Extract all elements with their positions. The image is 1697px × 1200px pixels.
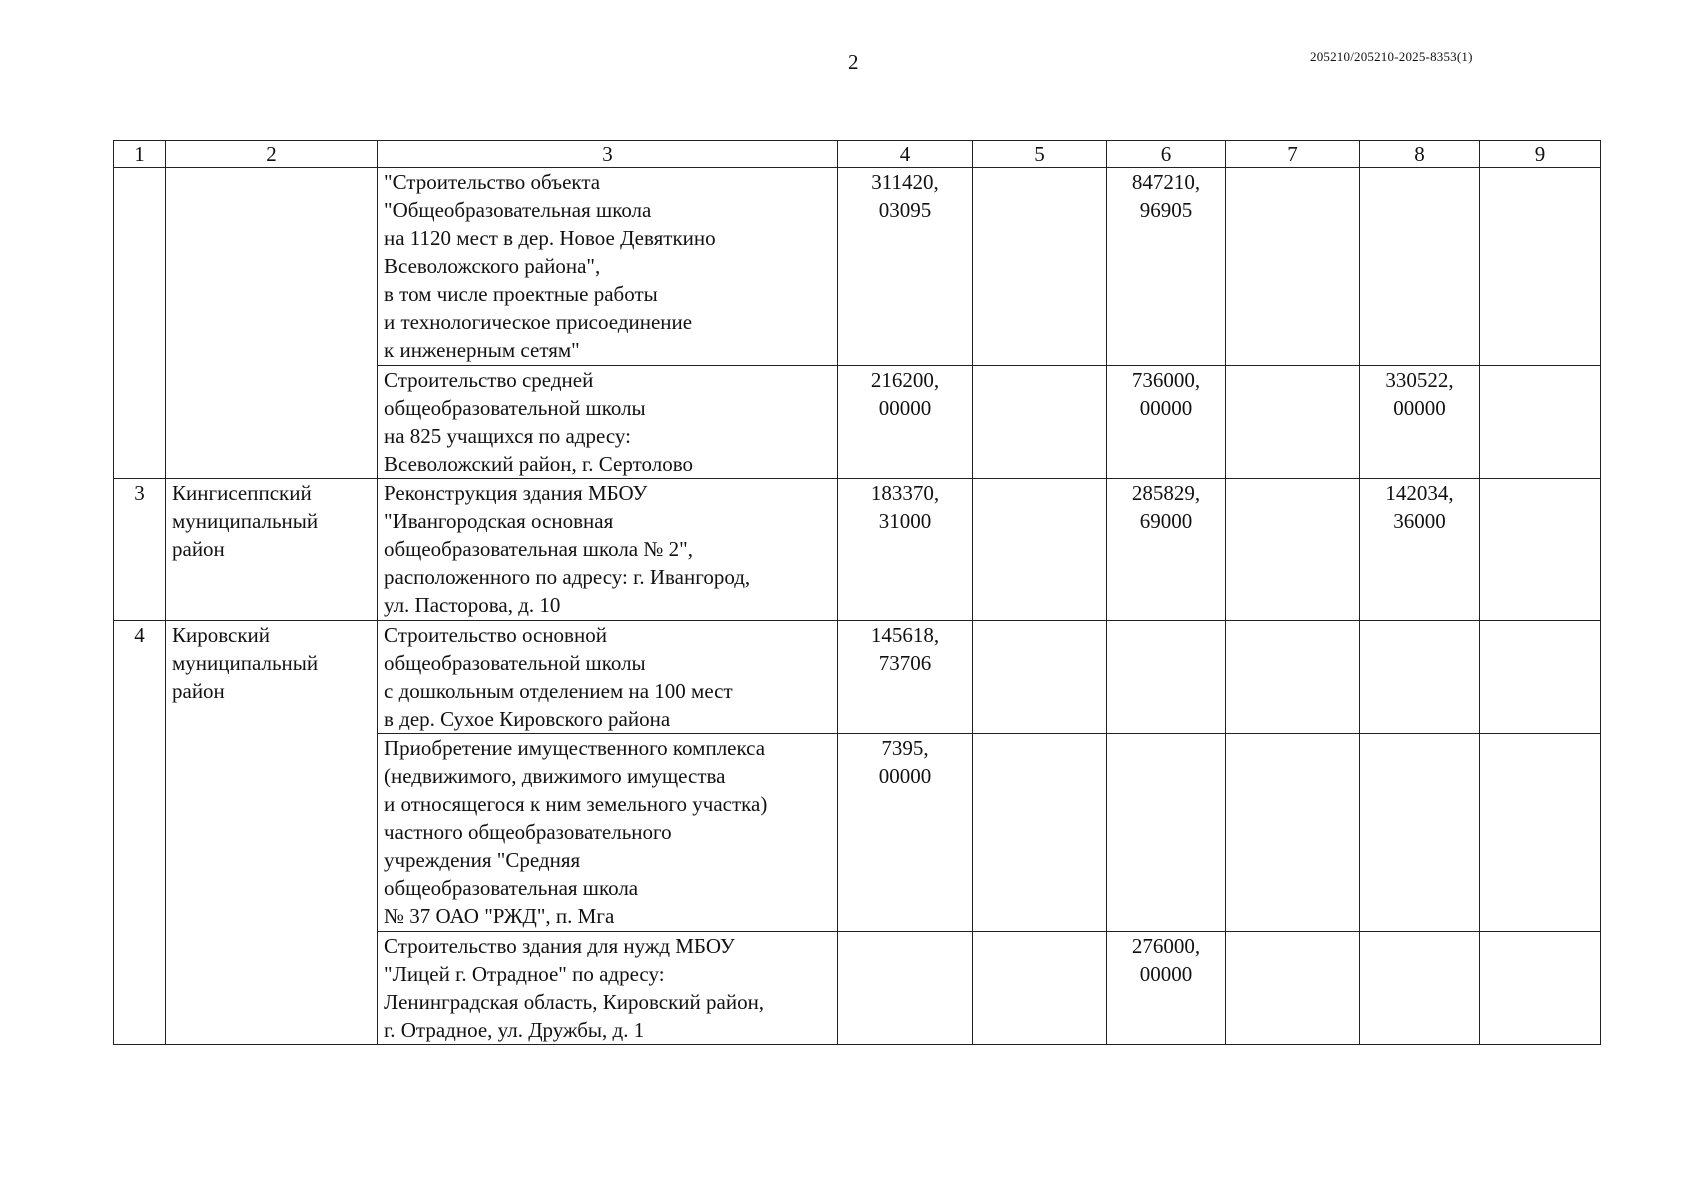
object-cell: Строительство средней общеобразовательной школы на 825 учащихся по адресу: Всеволожский район, г. Сертолово xyxy=(378,366,838,479)
value-cell-7 xyxy=(1226,168,1360,366)
value-cell-7 xyxy=(1226,479,1360,621)
value-cell-7 xyxy=(1226,621,1360,734)
row-number-cell: 3 xyxy=(114,479,166,621)
column-header: 4 xyxy=(838,141,973,168)
value-cell-7 xyxy=(1226,734,1360,932)
value-cell-8 xyxy=(1360,621,1480,734)
column-header: 9 xyxy=(1480,141,1601,168)
value-cell-6: 736000, 00000 xyxy=(1107,366,1226,479)
value-cell-5 xyxy=(973,932,1107,1045)
value-cell-4: 183370, 31000 xyxy=(838,479,973,621)
column-header: 6 xyxy=(1107,141,1226,168)
value-cell-8 xyxy=(1360,932,1480,1045)
column-header: 8 xyxy=(1360,141,1480,168)
value-cell-6: 276000, 00000 xyxy=(1107,932,1226,1045)
value-cell-5 xyxy=(973,168,1107,366)
object-cell: Строительство основной общеобразовательной школы с дошкольным отделением на 100 мест в дер. Сухое Кировского района xyxy=(378,621,838,734)
column-header: 1 xyxy=(114,141,166,168)
value-cell-6 xyxy=(1107,734,1226,932)
object-cell: "Строительство объекта "Общеобразовательная школа на 1120 мест в дер. Новое Девяткино Всеволожского района", в том числе проектные работы и технологическое присоединение к инженерным сетям" xyxy=(378,168,838,366)
value-cell-4: 311420, 03095 xyxy=(838,168,973,366)
table-row xyxy=(114,168,1601,366)
data-table xyxy=(113,140,1601,1045)
column-header: 3 xyxy=(378,141,838,168)
table-header-row xyxy=(114,141,1601,168)
row-number-cell: 4 xyxy=(114,621,166,1045)
value-cell-9 xyxy=(1480,168,1601,366)
value-cell-8: 142034, 36000 xyxy=(1360,479,1480,621)
value-cell-4 xyxy=(838,932,973,1045)
value-cell-4: 145618, 73706 xyxy=(838,621,973,734)
value-cell-6: 285829, 69000 xyxy=(1107,479,1226,621)
district-cell: Кингисеппский муниципальный район xyxy=(166,479,378,621)
value-cell-9 xyxy=(1480,621,1601,734)
value-cell-8 xyxy=(1360,168,1480,366)
value-cell-8: 330522, 00000 xyxy=(1360,366,1480,479)
document-id: 205210/205210-2025-8353(1) xyxy=(1310,49,1473,64)
value-cell-9 xyxy=(1480,932,1601,1045)
column-header: 2 xyxy=(166,141,378,168)
object-cell: Приобретение имущественного комплекса (недвижимого, движимого имущества и относящегося к ним земельного участка) частного общеобразовательного учреждения "Средняя общеобразовательная школа № 37 ОАО "РЖД", п. Мга xyxy=(378,734,838,932)
column-header: 5 xyxy=(973,141,1107,168)
value-cell-5 xyxy=(973,734,1107,932)
value-cell-4: 216200, 00000 xyxy=(838,366,973,479)
row-number-cell xyxy=(114,168,166,479)
object-cell: Реконструкция здания МБОУ "Ивангородская основная общеобразовательная школа № 2", расположенного по адресу: г. Ивангород, ул. Пасторова, д. 10 xyxy=(378,479,838,621)
value-cell-7 xyxy=(1226,366,1360,479)
value-cell-9 xyxy=(1480,366,1601,479)
value-cell-5 xyxy=(973,621,1107,734)
value-cell-5 xyxy=(973,479,1107,621)
district-cell xyxy=(166,168,378,479)
value-cell-7 xyxy=(1226,932,1360,1045)
page-number: 2 xyxy=(848,50,859,74)
district-cell: Кировский муниципальный район xyxy=(166,621,378,1045)
value-cell-8 xyxy=(1360,734,1480,932)
object-cell: Строительство здания для нужд МБОУ "Лицей г. Отрадное" по адресу: Ленинградская область, Кировский район, г. Отрадное, ул. Дружбы, д. 1 xyxy=(378,932,838,1045)
table-row xyxy=(114,479,1601,621)
column-header: 7 xyxy=(1226,141,1360,168)
value-cell-6 xyxy=(1107,621,1226,734)
table-row xyxy=(114,621,1601,734)
value-cell-4: 7395, 00000 xyxy=(838,734,973,932)
value-cell-5 xyxy=(973,366,1107,479)
value-cell-9 xyxy=(1480,734,1601,932)
value-cell-9 xyxy=(1480,479,1601,621)
value-cell-6: 847210, 96905 xyxy=(1107,168,1226,366)
